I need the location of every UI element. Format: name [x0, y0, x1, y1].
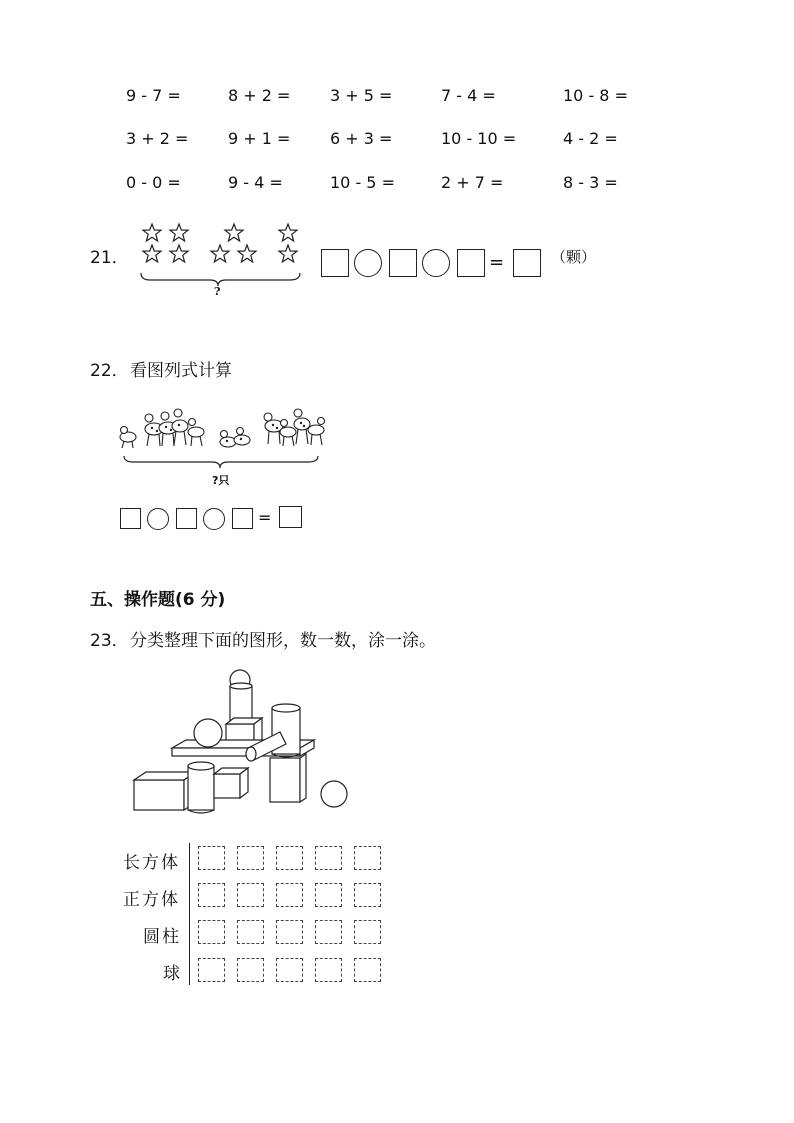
equation: 8 - 3 = — [563, 173, 618, 192]
brace — [141, 273, 300, 286]
result-box[interactable] — [513, 249, 541, 277]
category-label: 正方体 — [123, 890, 180, 910]
brace-label: ?只 — [212, 474, 230, 487]
shapes-illustration — [130, 668, 352, 812]
tally-box[interactable] — [237, 846, 264, 870]
section-title: 五、操作题(6 分) — [90, 590, 226, 610]
tally-box[interactable] — [354, 883, 381, 907]
deer-icon — [264, 413, 283, 444]
sphere-shape — [321, 781, 347, 807]
equation: 9 + 1 = — [228, 129, 291, 148]
deer-icon — [188, 419, 204, 447]
answer-box[interactable] — [321, 249, 349, 277]
category-label: 长方体 — [123, 853, 180, 873]
equation: 10 - 5 = — [330, 173, 395, 192]
tally-box[interactable] — [315, 958, 342, 982]
star-icon — [143, 245, 161, 262]
tally-box[interactable] — [198, 920, 225, 944]
deer-icon — [308, 418, 325, 446]
star-icon — [170, 245, 188, 262]
answer-box[interactable] — [457, 249, 485, 277]
result-box[interactable] — [279, 506, 302, 528]
category-label: 圆柱 — [143, 927, 181, 947]
equation: 2 + 7 = — [441, 173, 504, 192]
cuboid-shape — [134, 772, 196, 810]
tally-box[interactable] — [354, 920, 381, 944]
cuboid-shape — [270, 754, 306, 802]
tally-box[interactable] — [276, 958, 303, 982]
equation: 4 - 2 = — [563, 129, 618, 148]
deer-icon — [120, 427, 136, 449]
tally-box[interactable] — [315, 920, 342, 944]
star-icon — [279, 224, 297, 241]
equation: 9 - 4 = — [228, 173, 283, 192]
cylinder-shape — [188, 762, 214, 813]
tally-box[interactable] — [276, 920, 303, 944]
answer-box[interactable] — [232, 508, 253, 529]
operator-circle[interactable] — [203, 508, 225, 530]
stars-illustration — [138, 220, 308, 306]
tally-box[interactable] — [354, 958, 381, 982]
equation: 6 + 3 = — [330, 129, 393, 148]
equation: 0 - 0 = — [126, 173, 181, 192]
tally-box[interactable] — [354, 846, 381, 870]
equation: 9 - 7 = — [126, 86, 181, 105]
equation: 3 + 2 = — [126, 129, 189, 148]
tally-box[interactable] — [198, 958, 225, 982]
question-number: 23． — [90, 631, 129, 651]
star-icon — [211, 245, 229, 262]
answer-box[interactable] — [389, 249, 417, 277]
equation: 10 - 10 = — [441, 129, 517, 148]
deer-icon — [234, 428, 250, 446]
tally-box[interactable] — [237, 883, 264, 907]
question-number: 22． — [90, 361, 129, 381]
answer-box[interactable] — [120, 508, 141, 529]
equals-sign: = — [489, 252, 505, 273]
star-icon — [143, 224, 161, 241]
unit-label: （颗） — [551, 248, 597, 266]
question-number: 21． — [90, 248, 129, 268]
question-title: 分类整理下面的图形，数一数，涂一涂。 — [130, 631, 436, 651]
deer-icon — [172, 409, 188, 445]
deer-illustration — [116, 404, 331, 474]
star-icon — [170, 224, 188, 241]
star-icon — [225, 224, 243, 241]
cylinder-shape — [230, 683, 252, 720]
brace — [124, 456, 318, 468]
answer-box[interactable] — [176, 508, 197, 529]
sphere-shape — [194, 719, 222, 747]
question-title: 看图列式计算 — [130, 361, 232, 381]
equation: 8 + 2 = — [228, 86, 291, 105]
axis-line — [189, 843, 190, 985]
deer-icon — [294, 409, 310, 444]
tally-box[interactable] — [237, 958, 264, 982]
cube-shape — [214, 768, 248, 798]
tally-box[interactable] — [237, 920, 264, 944]
operator-circle[interactable] — [422, 249, 450, 277]
brace-label: ? — [214, 285, 221, 298]
equals-sign: = — [258, 508, 272, 527]
equation: 10 - 8 = — [563, 86, 628, 105]
operator-circle[interactable] — [147, 508, 169, 530]
tally-box[interactable] — [276, 883, 303, 907]
star-icon — [279, 245, 297, 262]
tally-box[interactable] — [198, 846, 225, 870]
equation: 3 + 5 = — [330, 86, 393, 105]
tally-box[interactable] — [198, 883, 225, 907]
operator-circle[interactable] — [354, 249, 382, 277]
category-label: 球 — [163, 964, 182, 984]
equation: 7 - 4 = — [441, 86, 496, 105]
deer-icon — [220, 431, 236, 448]
tally-box[interactable] — [315, 846, 342, 870]
tally-box[interactable] — [315, 883, 342, 907]
tally-box[interactable] — [276, 846, 303, 870]
star-icon — [238, 245, 256, 262]
